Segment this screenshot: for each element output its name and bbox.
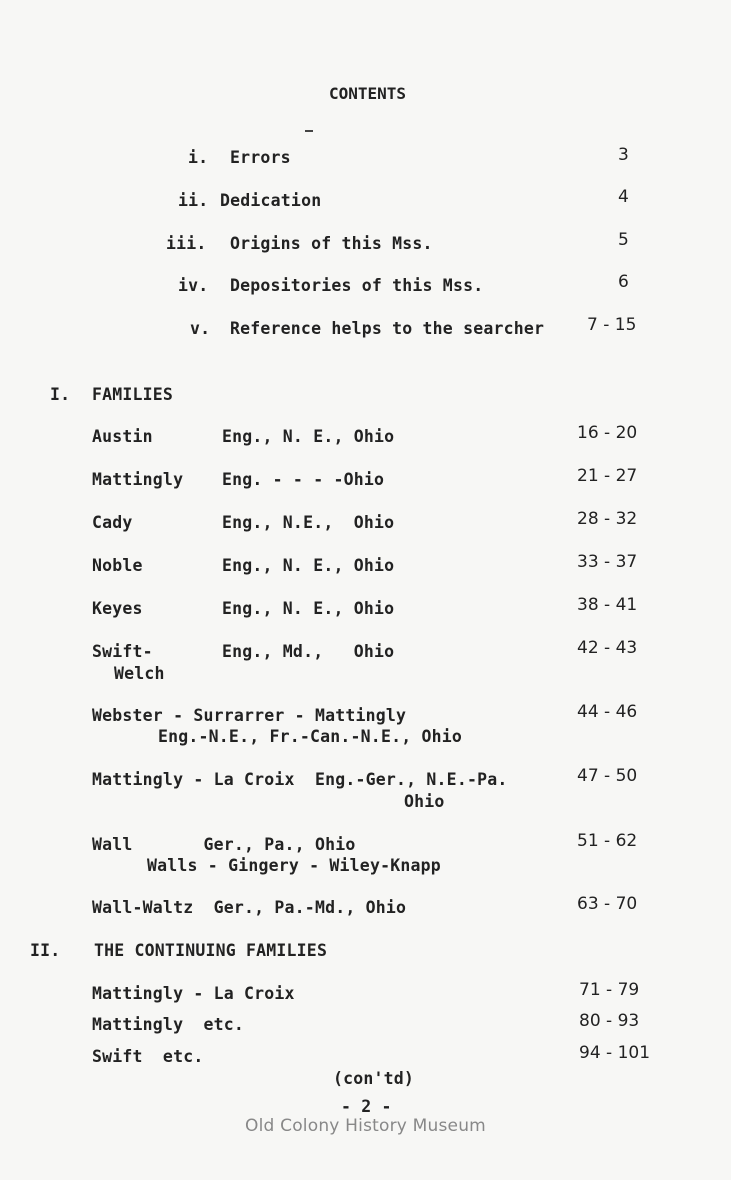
section-heading: THE CONTINUING FAMILIES xyxy=(94,941,328,960)
family-name: Mattingly xyxy=(92,470,184,489)
fm-label: Reference helps to the searcher xyxy=(230,319,545,338)
family-name: Cady xyxy=(92,513,133,532)
family-origin: Eng. - - - -Ohio xyxy=(222,470,385,489)
family-name: Keyes xyxy=(92,599,143,618)
fm-pages: 4 xyxy=(618,187,629,207)
family-line: Mattingly - La Croix Eng.-Ger., N.E.-Pa. xyxy=(92,770,508,789)
family-line: Wall Ger., Pa., Ohio xyxy=(92,835,356,854)
fm-numeral: i. xyxy=(188,148,209,167)
family-line: Webster - Surrarrer - Mattingly xyxy=(92,706,407,725)
family-name: Austin xyxy=(92,427,153,446)
page-number: - 2 - xyxy=(341,1097,392,1116)
family-pages: 28 - 32 xyxy=(577,509,638,529)
continued-note: (con'td) xyxy=(333,1069,415,1088)
fm-label: Errors xyxy=(230,148,291,167)
family-pages: 42 - 43 xyxy=(577,638,638,658)
fm-pages: 6 xyxy=(618,272,629,292)
family-origin: Eng., N.E., Ohio xyxy=(222,513,395,532)
family-origin: Eng., N. E., Ohio xyxy=(222,556,395,575)
family-pages: 51 - 62 xyxy=(577,831,638,851)
continuing-pages: 80 - 93 xyxy=(579,1011,640,1031)
family-origin: Eng., N. E., Ohio xyxy=(222,599,395,618)
family-pages: 38 - 41 xyxy=(577,595,638,615)
family-pages: 21 - 27 xyxy=(577,466,638,486)
continuing-label: Mattingly - La Croix xyxy=(92,984,295,1003)
family-line: Ohio xyxy=(404,792,445,811)
fm-pages: 5 xyxy=(618,230,629,250)
section-numeral: II. xyxy=(30,941,61,960)
fm-numeral: ii. xyxy=(178,191,209,210)
family-origin: Eng., N. E., Ohio xyxy=(222,427,395,446)
family-name: Noble xyxy=(92,556,143,575)
continuing-pages: 94 - 101 xyxy=(579,1043,651,1063)
page-title: CONTENTS xyxy=(329,84,407,103)
family-line: Wall-Waltz Ger., Pa.-Md., Ohio xyxy=(92,898,407,917)
fm-label: Depositories of this Mss. xyxy=(230,276,484,295)
family-pages: 47 - 50 xyxy=(577,766,638,786)
fm-label: Dedication xyxy=(220,191,322,210)
fm-pages: 3 xyxy=(618,145,629,165)
fm-numeral: iv. xyxy=(178,276,209,295)
family-pages: 44 - 46 xyxy=(577,702,638,722)
fm-label: Origins of this Mss. xyxy=(230,234,433,253)
section-numeral: I. xyxy=(50,385,71,404)
watermark: Old Colony History Museum xyxy=(245,1116,486,1136)
fm-numeral: v. xyxy=(190,319,211,338)
continuing-label: Mattingly etc. xyxy=(92,1015,245,1034)
ink-speck xyxy=(305,130,313,132)
fm-numeral: iii. xyxy=(166,234,207,253)
continuing-label: Swift etc. xyxy=(92,1047,204,1066)
continuing-pages: 71 - 79 xyxy=(579,980,640,1000)
family-pages: 33 - 37 xyxy=(577,552,638,572)
family-name: Swift- xyxy=(92,642,153,661)
family-line: Walls - Gingery - Wiley-Knapp xyxy=(147,856,441,875)
family-pages: 63 - 70 xyxy=(577,894,638,914)
section-heading: FAMILIES xyxy=(92,385,174,404)
family-pages: 16 - 20 xyxy=(577,423,638,443)
family-origin: Eng., Md., Ohio xyxy=(222,642,395,661)
family-line: Eng.-N.E., Fr.-Can.-N.E., Ohio xyxy=(158,727,463,746)
fm-pages: 7 - 15 xyxy=(587,315,637,335)
family-name-continued: Welch xyxy=(114,664,165,683)
